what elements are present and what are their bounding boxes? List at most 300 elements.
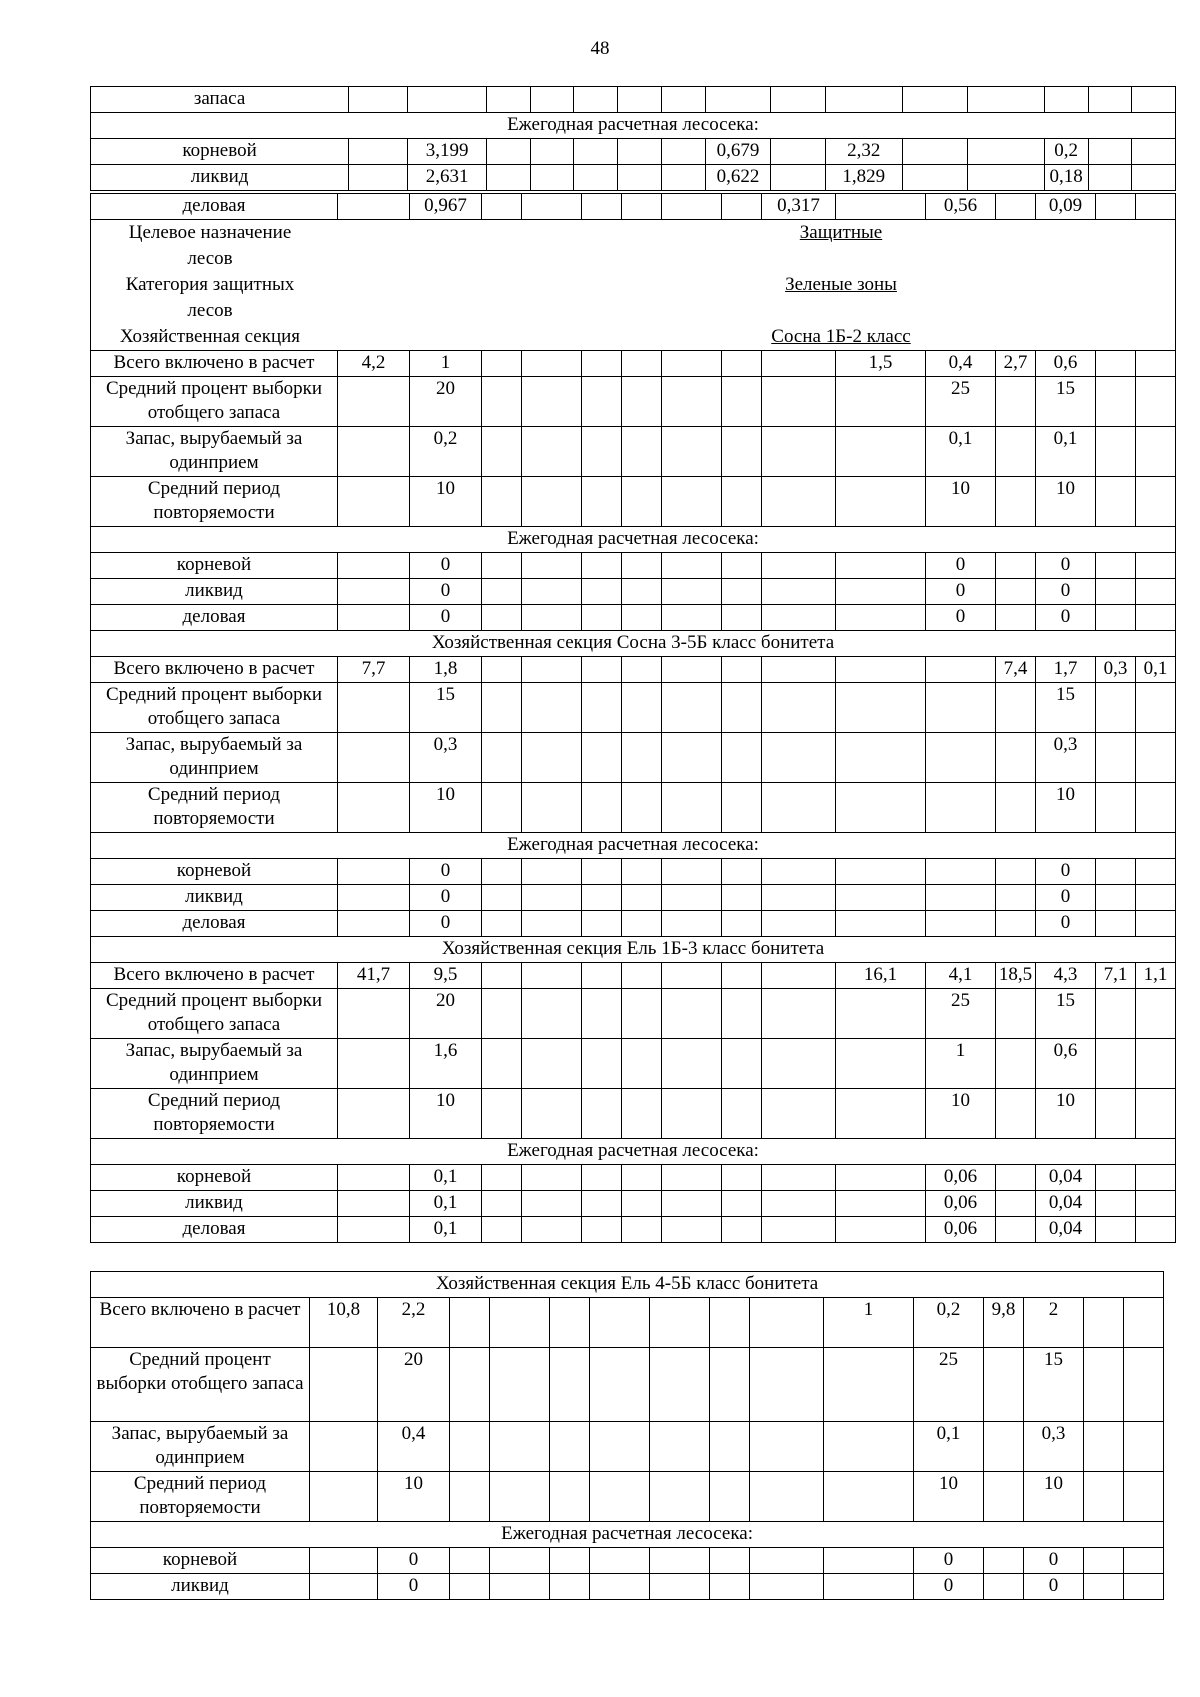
cell-value — [482, 885, 522, 911]
table-row — [91, 427, 1176, 477]
cell-value — [968, 87, 1045, 113]
cell-value — [482, 911, 522, 937]
cell-value — [1124, 1422, 1164, 1472]
cell-value — [722, 911, 762, 937]
cell-value: 0 — [1024, 1548, 1084, 1574]
cell-value — [522, 427, 582, 477]
cell-value — [750, 1348, 824, 1422]
cell-value: 0 — [926, 579, 996, 605]
cell-value — [1096, 351, 1136, 377]
section-title-text: Хозяйственная секция Ель 4-5Б класс бонитета — [91, 1272, 1164, 1298]
cell-value: 0 — [410, 553, 482, 579]
cell-value: 0,3 — [1096, 657, 1136, 683]
cell-value: 2 — [1024, 1298, 1084, 1348]
table-row — [91, 194, 1176, 220]
cell-value: 2,32 — [826, 139, 903, 165]
cell-value — [1136, 1217, 1176, 1243]
cell-value — [482, 1217, 522, 1243]
row-label: ликвид — [91, 885, 338, 911]
cell-value — [762, 859, 836, 885]
cell-value — [824, 1548, 914, 1574]
cell-value — [836, 477, 926, 527]
header-right-line: Зеленые зоны — [785, 274, 897, 295]
table-row — [91, 859, 1176, 885]
row-label: Средний процент выборки отобщего запаса — [91, 683, 338, 733]
cell-value — [662, 477, 722, 527]
cell-value — [836, 885, 926, 911]
cell-value — [762, 1217, 836, 1243]
cell-value — [1096, 885, 1136, 911]
cell-value — [622, 377, 662, 427]
lesoseka-heading-text: Ежегодная расчетная лесосека: — [91, 833, 1176, 859]
cell-value — [1096, 911, 1136, 937]
cell-value — [996, 683, 1036, 733]
cell-value: 20 — [410, 989, 482, 1039]
table-row — [91, 165, 1176, 191]
cell-value — [996, 427, 1036, 477]
cell-value — [622, 657, 662, 683]
cell-value — [522, 1039, 582, 1089]
table-row — [91, 1574, 1164, 1600]
cell-value — [618, 87, 662, 113]
cell-value — [824, 1574, 914, 1600]
cell-value — [662, 1191, 722, 1217]
cell-value — [622, 194, 662, 220]
section-header-cell — [91, 220, 1176, 351]
cell-value — [522, 553, 582, 579]
cell-value — [490, 1548, 550, 1574]
cell-value — [622, 911, 662, 937]
table-row — [91, 733, 1176, 783]
cell-value — [926, 783, 996, 833]
cell-value — [996, 859, 1036, 885]
cell-value: 4,3 — [1036, 963, 1096, 989]
cell-value — [522, 194, 582, 220]
cell-value — [310, 1422, 378, 1472]
row-label: Запас, вырубаемый за одинприем — [91, 427, 338, 477]
cell-value — [996, 783, 1036, 833]
cell-value — [824, 1348, 914, 1422]
cell-value — [338, 989, 410, 1039]
cell-value — [661, 165, 705, 191]
cell-value — [1044, 87, 1088, 113]
cell-value: 1,6 — [410, 1039, 482, 1089]
cell-value — [1096, 553, 1136, 579]
cell-value: 25 — [926, 989, 996, 1039]
cell-value: 15 — [1036, 683, 1096, 733]
row-label: корневой — [91, 1548, 310, 1574]
header-right-line: Защитные — [799, 222, 883, 243]
cell-value: 25 — [926, 377, 996, 427]
cell-value — [1096, 194, 1136, 220]
cell-value — [486, 139, 530, 165]
cell-value: 0 — [1024, 1574, 1084, 1600]
cell-value: 0 — [410, 859, 482, 885]
cell-value — [482, 989, 522, 1039]
cell-value — [1084, 1472, 1124, 1522]
cell-value — [1096, 427, 1136, 477]
cell-value: 0 — [410, 911, 482, 937]
cell-value — [762, 477, 836, 527]
cell-value — [1136, 989, 1176, 1039]
cell-value — [1136, 1191, 1176, 1217]
cell-value — [530, 165, 574, 191]
cell-value — [836, 1217, 926, 1243]
table-row — [91, 1217, 1176, 1243]
cell-value — [1136, 427, 1176, 477]
cell-value — [490, 1422, 550, 1472]
cell-value — [968, 165, 1045, 191]
cell-value: 10 — [378, 1472, 450, 1522]
header-left-line: лесов — [187, 300, 233, 321]
row-label: деловая — [91, 194, 338, 220]
cell-value — [482, 579, 522, 605]
section-title-text: Хозяйственная секция Ель 1Б-3 класс бонитета — [91, 937, 1176, 963]
cell-value — [996, 477, 1036, 527]
cell-value — [338, 477, 410, 527]
cell-value — [1124, 1574, 1164, 1600]
table-row — [91, 1089, 1176, 1139]
cell-value — [1136, 911, 1176, 937]
cell-value — [836, 427, 926, 477]
cell-value — [662, 194, 722, 220]
cell-value — [582, 427, 622, 477]
cell-value — [836, 989, 926, 1039]
cell-value — [1096, 1165, 1136, 1191]
cell-value — [1136, 1165, 1176, 1191]
cell-value — [550, 1548, 590, 1574]
cell-value — [722, 1039, 762, 1089]
cell-value — [710, 1574, 750, 1600]
cell-value — [722, 605, 762, 631]
cell-value — [926, 885, 996, 911]
cell-value — [482, 733, 522, 783]
cell-value — [622, 553, 662, 579]
cell-value — [618, 139, 662, 165]
cell-value: 1,829 — [826, 165, 903, 191]
cell-value — [750, 1548, 824, 1574]
cell-value — [1136, 859, 1176, 885]
cell-value: 15 — [1024, 1348, 1084, 1422]
cell-value — [582, 553, 622, 579]
table-row — [91, 351, 1176, 377]
cell-value — [482, 605, 522, 631]
row-label: Средний период повторяемости — [91, 477, 338, 527]
cell-value — [824, 1422, 914, 1472]
cell-value — [482, 1039, 522, 1089]
cell-value — [482, 377, 522, 427]
cell-value: 7,1 — [1096, 963, 1136, 989]
cell-value — [1096, 477, 1136, 527]
cell-value — [522, 605, 582, 631]
cell-value — [582, 733, 622, 783]
cell-value: 0 — [378, 1574, 450, 1600]
cell-value — [836, 605, 926, 631]
row-label: Средний период повторяемости — [91, 1089, 338, 1139]
table-row — [91, 783, 1176, 833]
cell-value — [522, 963, 582, 989]
cell-value — [622, 783, 662, 833]
cell-value — [996, 1089, 1036, 1139]
cell-value — [1124, 1348, 1164, 1422]
cell-value — [482, 351, 522, 377]
cell-value — [836, 783, 926, 833]
cell-value — [662, 579, 722, 605]
cell-value — [622, 1039, 662, 1089]
cell-value: 10 — [410, 477, 482, 527]
cell-value — [622, 859, 662, 885]
cell-value — [996, 1217, 1036, 1243]
cell-value: 0,1 — [1136, 657, 1176, 683]
cell-value — [996, 1165, 1036, 1191]
row-label: Всего включено в расчет — [91, 351, 338, 377]
cell-value — [522, 377, 582, 427]
cell-value — [722, 963, 762, 989]
cell-value — [622, 733, 662, 783]
cell-value — [1136, 733, 1176, 783]
cell-value: 0,6 — [1036, 1039, 1096, 1089]
cell-value — [482, 194, 522, 220]
cell-value — [582, 683, 622, 733]
cell-value: 0 — [1036, 553, 1096, 579]
cell-value: 1,1 — [1136, 963, 1176, 989]
cell-value — [522, 477, 582, 527]
cell-value: 0,06 — [926, 1165, 996, 1191]
cell-value — [771, 139, 826, 165]
cell-value — [826, 87, 903, 113]
cell-value: 0,6 — [1036, 351, 1096, 377]
cell-value: 0,04 — [1036, 1191, 1096, 1217]
cell-value — [590, 1472, 650, 1522]
row-label: корневой — [91, 553, 338, 579]
cell-value — [662, 1089, 722, 1139]
cell-value — [650, 1298, 710, 1348]
row-label: деловая — [91, 1217, 338, 1243]
row-label: ликвид — [91, 165, 349, 191]
cell-value — [771, 87, 826, 113]
cell-value: 7,7 — [338, 657, 410, 683]
row-label: деловая — [91, 605, 338, 631]
cell-value — [349, 139, 408, 165]
cell-value — [338, 911, 410, 937]
cell-value: 0,18 — [1044, 165, 1088, 191]
cell-value — [590, 1348, 650, 1422]
cell-value: 10 — [410, 783, 482, 833]
cell-value — [482, 657, 522, 683]
cell-value — [349, 87, 408, 113]
cell-value — [722, 1165, 762, 1191]
cell-value — [522, 683, 582, 733]
table-row — [91, 139, 1176, 165]
cell-value: 0,4 — [926, 351, 996, 377]
row-label: Средний период повторяемости — [91, 783, 338, 833]
cell-value — [622, 885, 662, 911]
cell-value: 20 — [410, 377, 482, 427]
cell-value — [722, 579, 762, 605]
cell-value — [722, 194, 762, 220]
cell-value — [486, 87, 530, 113]
cell-value — [622, 989, 662, 1039]
cell-value: 0 — [410, 885, 482, 911]
cell-value — [710, 1548, 750, 1574]
cell-value — [996, 911, 1036, 937]
cell-value — [338, 783, 410, 833]
cell-value — [722, 885, 762, 911]
allowable-cut-table-bottom — [90, 1271, 1164, 1600]
cell-value — [1136, 553, 1176, 579]
cell-value — [582, 989, 622, 1039]
cell-value — [622, 1089, 662, 1139]
cell-value — [984, 1472, 1024, 1522]
cell-value: 20 — [378, 1348, 450, 1422]
cell-value — [836, 683, 926, 733]
cell-value — [310, 1574, 378, 1600]
cell-value — [762, 683, 836, 733]
table-row — [91, 1039, 1176, 1089]
cell-value — [550, 1298, 590, 1348]
cell-value — [762, 1039, 836, 1089]
table-row — [91, 377, 1176, 427]
cell-value: 0,09 — [1036, 194, 1096, 220]
cell-value — [650, 1548, 710, 1574]
cell-value — [582, 1039, 622, 1089]
cell-value — [338, 1191, 410, 1217]
cell-value — [836, 657, 926, 683]
cell-value — [662, 989, 722, 1039]
cell-value: 10 — [1036, 477, 1096, 527]
cell-value — [622, 579, 662, 605]
cell-value: 0 — [410, 605, 482, 631]
cell-value — [338, 605, 410, 631]
cell-value: 0 — [914, 1548, 984, 1574]
cell-value: 1,5 — [836, 351, 926, 377]
cell-value — [522, 1191, 582, 1217]
cell-value — [662, 1039, 722, 1089]
cell-value — [984, 1548, 1024, 1574]
cell-value — [996, 1039, 1036, 1089]
cell-value — [662, 733, 722, 783]
cell-value — [1084, 1348, 1124, 1422]
cell-value — [582, 579, 622, 605]
lesoseka-heading-text: Ежегодная расчетная лесосека: — [91, 527, 1176, 553]
cell-value — [662, 783, 722, 833]
cell-value — [1136, 1089, 1176, 1139]
table-row — [91, 579, 1176, 605]
cell-value: 0,3 — [410, 733, 482, 783]
cell-value — [408, 87, 487, 113]
cell-value — [722, 657, 762, 683]
cell-value — [550, 1348, 590, 1422]
table-row — [91, 1548, 1164, 1574]
cell-value: 0,1 — [914, 1422, 984, 1472]
cell-value: 0 — [378, 1548, 450, 1574]
table-row — [91, 1298, 1164, 1348]
cell-value — [710, 1472, 750, 1522]
row-label: корневой — [91, 859, 338, 885]
cell-value — [996, 377, 1036, 427]
table-row — [91, 1348, 1164, 1422]
cell-value: 0,1 — [926, 427, 996, 477]
cell-value: 10 — [926, 477, 996, 527]
cell-value: 0,2 — [1044, 139, 1088, 165]
cell-value — [996, 989, 1036, 1039]
table-row — [91, 989, 1176, 1039]
cell-value — [338, 194, 410, 220]
row-label: ликвид — [91, 1191, 338, 1217]
cell-value: 7,4 — [996, 657, 1036, 683]
cell-value: 0,1 — [1036, 427, 1096, 477]
row-label: Всего включено в расчет — [91, 963, 338, 989]
cell-value — [836, 859, 926, 885]
cell-value — [574, 139, 618, 165]
cell-value — [582, 351, 622, 377]
cell-value — [582, 963, 622, 989]
cell-value — [550, 1574, 590, 1600]
section-title — [91, 937, 1176, 963]
cell-value — [662, 377, 722, 427]
cell-value — [926, 657, 996, 683]
row-label: Всего включено в расчет — [91, 1298, 310, 1348]
cell-value: 0 — [410, 579, 482, 605]
cell-value — [662, 1217, 722, 1243]
lesoseka-heading — [91, 1139, 1176, 1165]
cell-value — [662, 911, 722, 937]
cell-value — [662, 351, 722, 377]
cell-value — [762, 885, 836, 911]
cell-value — [590, 1548, 650, 1574]
cell-value — [750, 1298, 824, 1348]
table-row — [91, 1165, 1176, 1191]
cell-value: 1 — [926, 1039, 996, 1089]
cell-value — [762, 783, 836, 833]
cell-value — [582, 657, 622, 683]
header-right-line — [508, 298, 1174, 324]
cell-value — [622, 683, 662, 733]
row-label: Запас, вырубаемый за одинприем — [91, 1039, 338, 1089]
cell-value — [482, 963, 522, 989]
cell-value — [622, 1217, 662, 1243]
cell-value: 0 — [926, 605, 996, 631]
header-right-line: Сосна 1Б-2 класс — [771, 326, 911, 347]
cell-value — [722, 733, 762, 783]
table-row — [91, 963, 1176, 989]
cell-value — [1084, 1574, 1124, 1600]
cell-value — [762, 963, 836, 989]
cell-value — [522, 351, 582, 377]
cell-value: 10 — [914, 1472, 984, 1522]
cell-value — [984, 1422, 1024, 1472]
cell-value — [662, 683, 722, 733]
cell-value — [996, 194, 1036, 220]
cell-value: 0,679 — [705, 139, 771, 165]
cell-value: 0 — [926, 553, 996, 579]
cell-value: 2,7 — [996, 351, 1036, 377]
cell-value — [310, 1472, 378, 1522]
cell-value: 0,317 — [762, 194, 836, 220]
cell-value: 0,06 — [926, 1217, 996, 1243]
cell-value — [450, 1574, 490, 1600]
cell-value — [650, 1422, 710, 1472]
cell-value — [1136, 783, 1176, 833]
cell-value — [662, 963, 722, 989]
cell-value — [530, 139, 574, 165]
cell-value: 0 — [1036, 885, 1096, 911]
cell-value — [836, 1089, 926, 1139]
cell-value — [996, 885, 1036, 911]
cell-value — [926, 733, 996, 783]
lesoseka-heading — [91, 1522, 1164, 1548]
cell-value — [750, 1422, 824, 1472]
